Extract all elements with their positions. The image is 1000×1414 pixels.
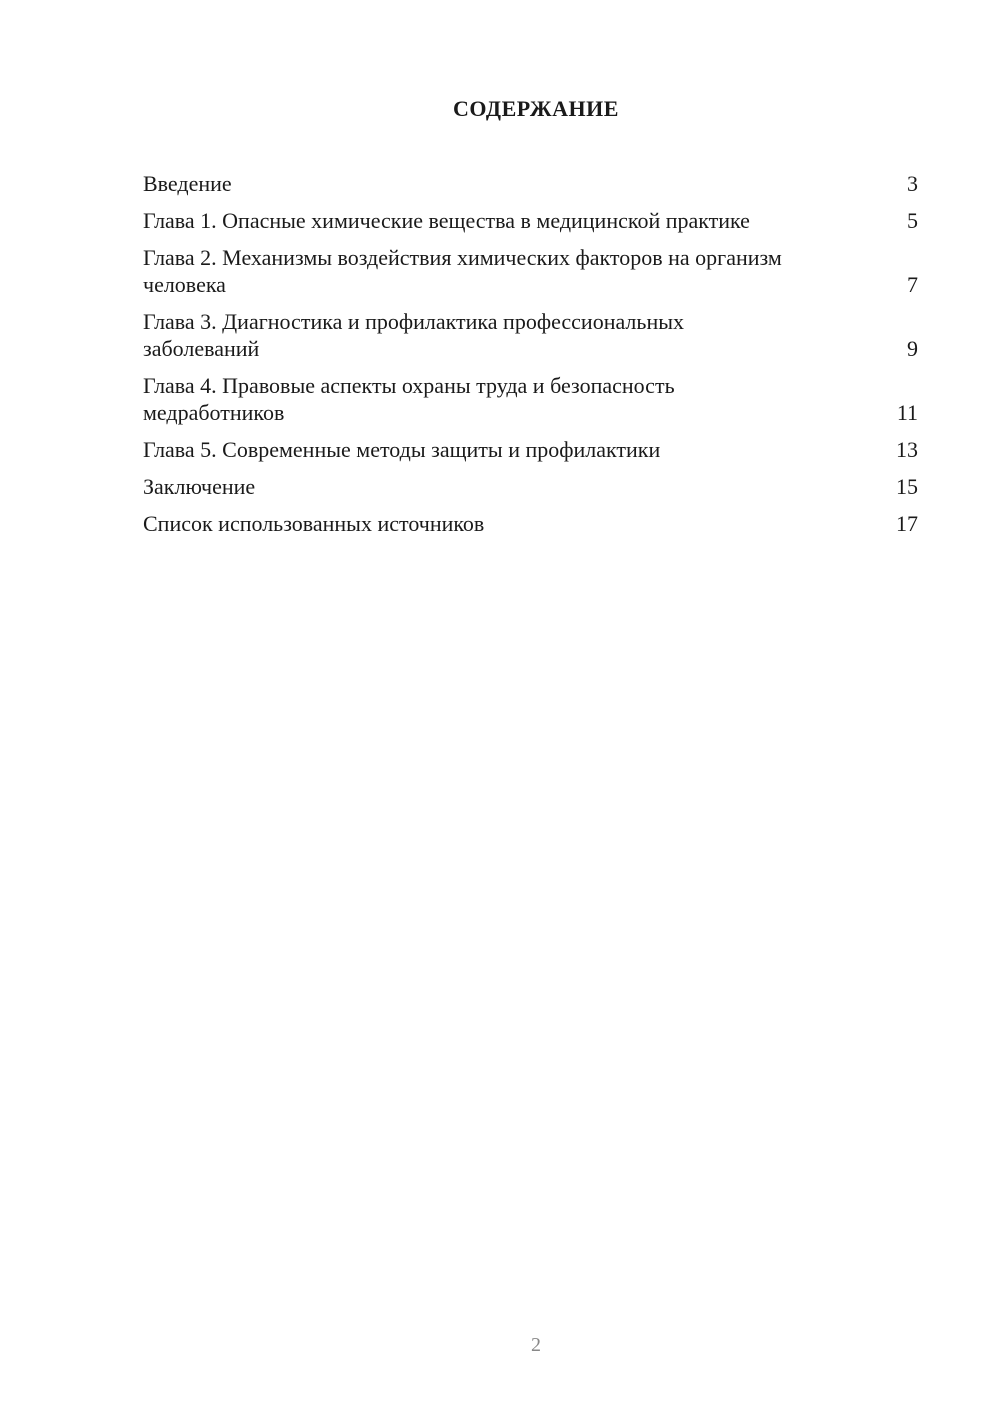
toc-entry-text: Список использованных источников <box>143 511 485 536</box>
toc-entry-page: 17 <box>896 511 918 536</box>
toc-entry-conclusion <box>143 473 918 500</box>
toc-entry-page: 15 <box>896 474 918 499</box>
table-of-contents <box>143 170 918 547</box>
toc-entry-page: 5 <box>907 208 918 233</box>
page-number: 2 <box>531 1334 541 1356</box>
toc-entry-page: 11 <box>896 400 918 425</box>
toc-entry-page: 13 <box>896 437 918 462</box>
toc-entry-chapter-3 <box>143 308 918 362</box>
toc-entry-text: Глава 5. Современные методы защиты и профилактики <box>143 437 661 462</box>
toc-entry-text: Глава 1. Опасные химические вещества в медицинской практике <box>143 208 750 233</box>
toc-entry-references <box>143 510 918 537</box>
toc-entry-text: Заключение <box>143 474 256 499</box>
toc-entry-introduction <box>143 170 918 197</box>
toc-entry-page: 3 <box>907 171 918 196</box>
toc-entry-text: Глава 4. Правовые аспекты охраны труда и безопасность медработников <box>143 373 675 425</box>
toc-entry-page: 9 <box>907 336 918 361</box>
toc-entry-text: Глава 3. Диагностика и профилактика профессиональных заболеваний <box>143 309 684 361</box>
toc-entry-chapter-1 <box>143 207 918 234</box>
toc-entry-text: Введение <box>143 171 232 196</box>
toc-entry-chapter-4 <box>143 372 918 426</box>
page-title: СОДЕРЖАНИЕ <box>453 96 619 121</box>
toc-entry-chapter-5 <box>143 436 918 463</box>
toc-entry-chapter-2 <box>143 244 918 298</box>
toc-entry-page: 7 <box>907 272 918 297</box>
toc-entry-text: Глава 2. Механизмы воздействия химических факторов на организм человека <box>143 245 782 297</box>
